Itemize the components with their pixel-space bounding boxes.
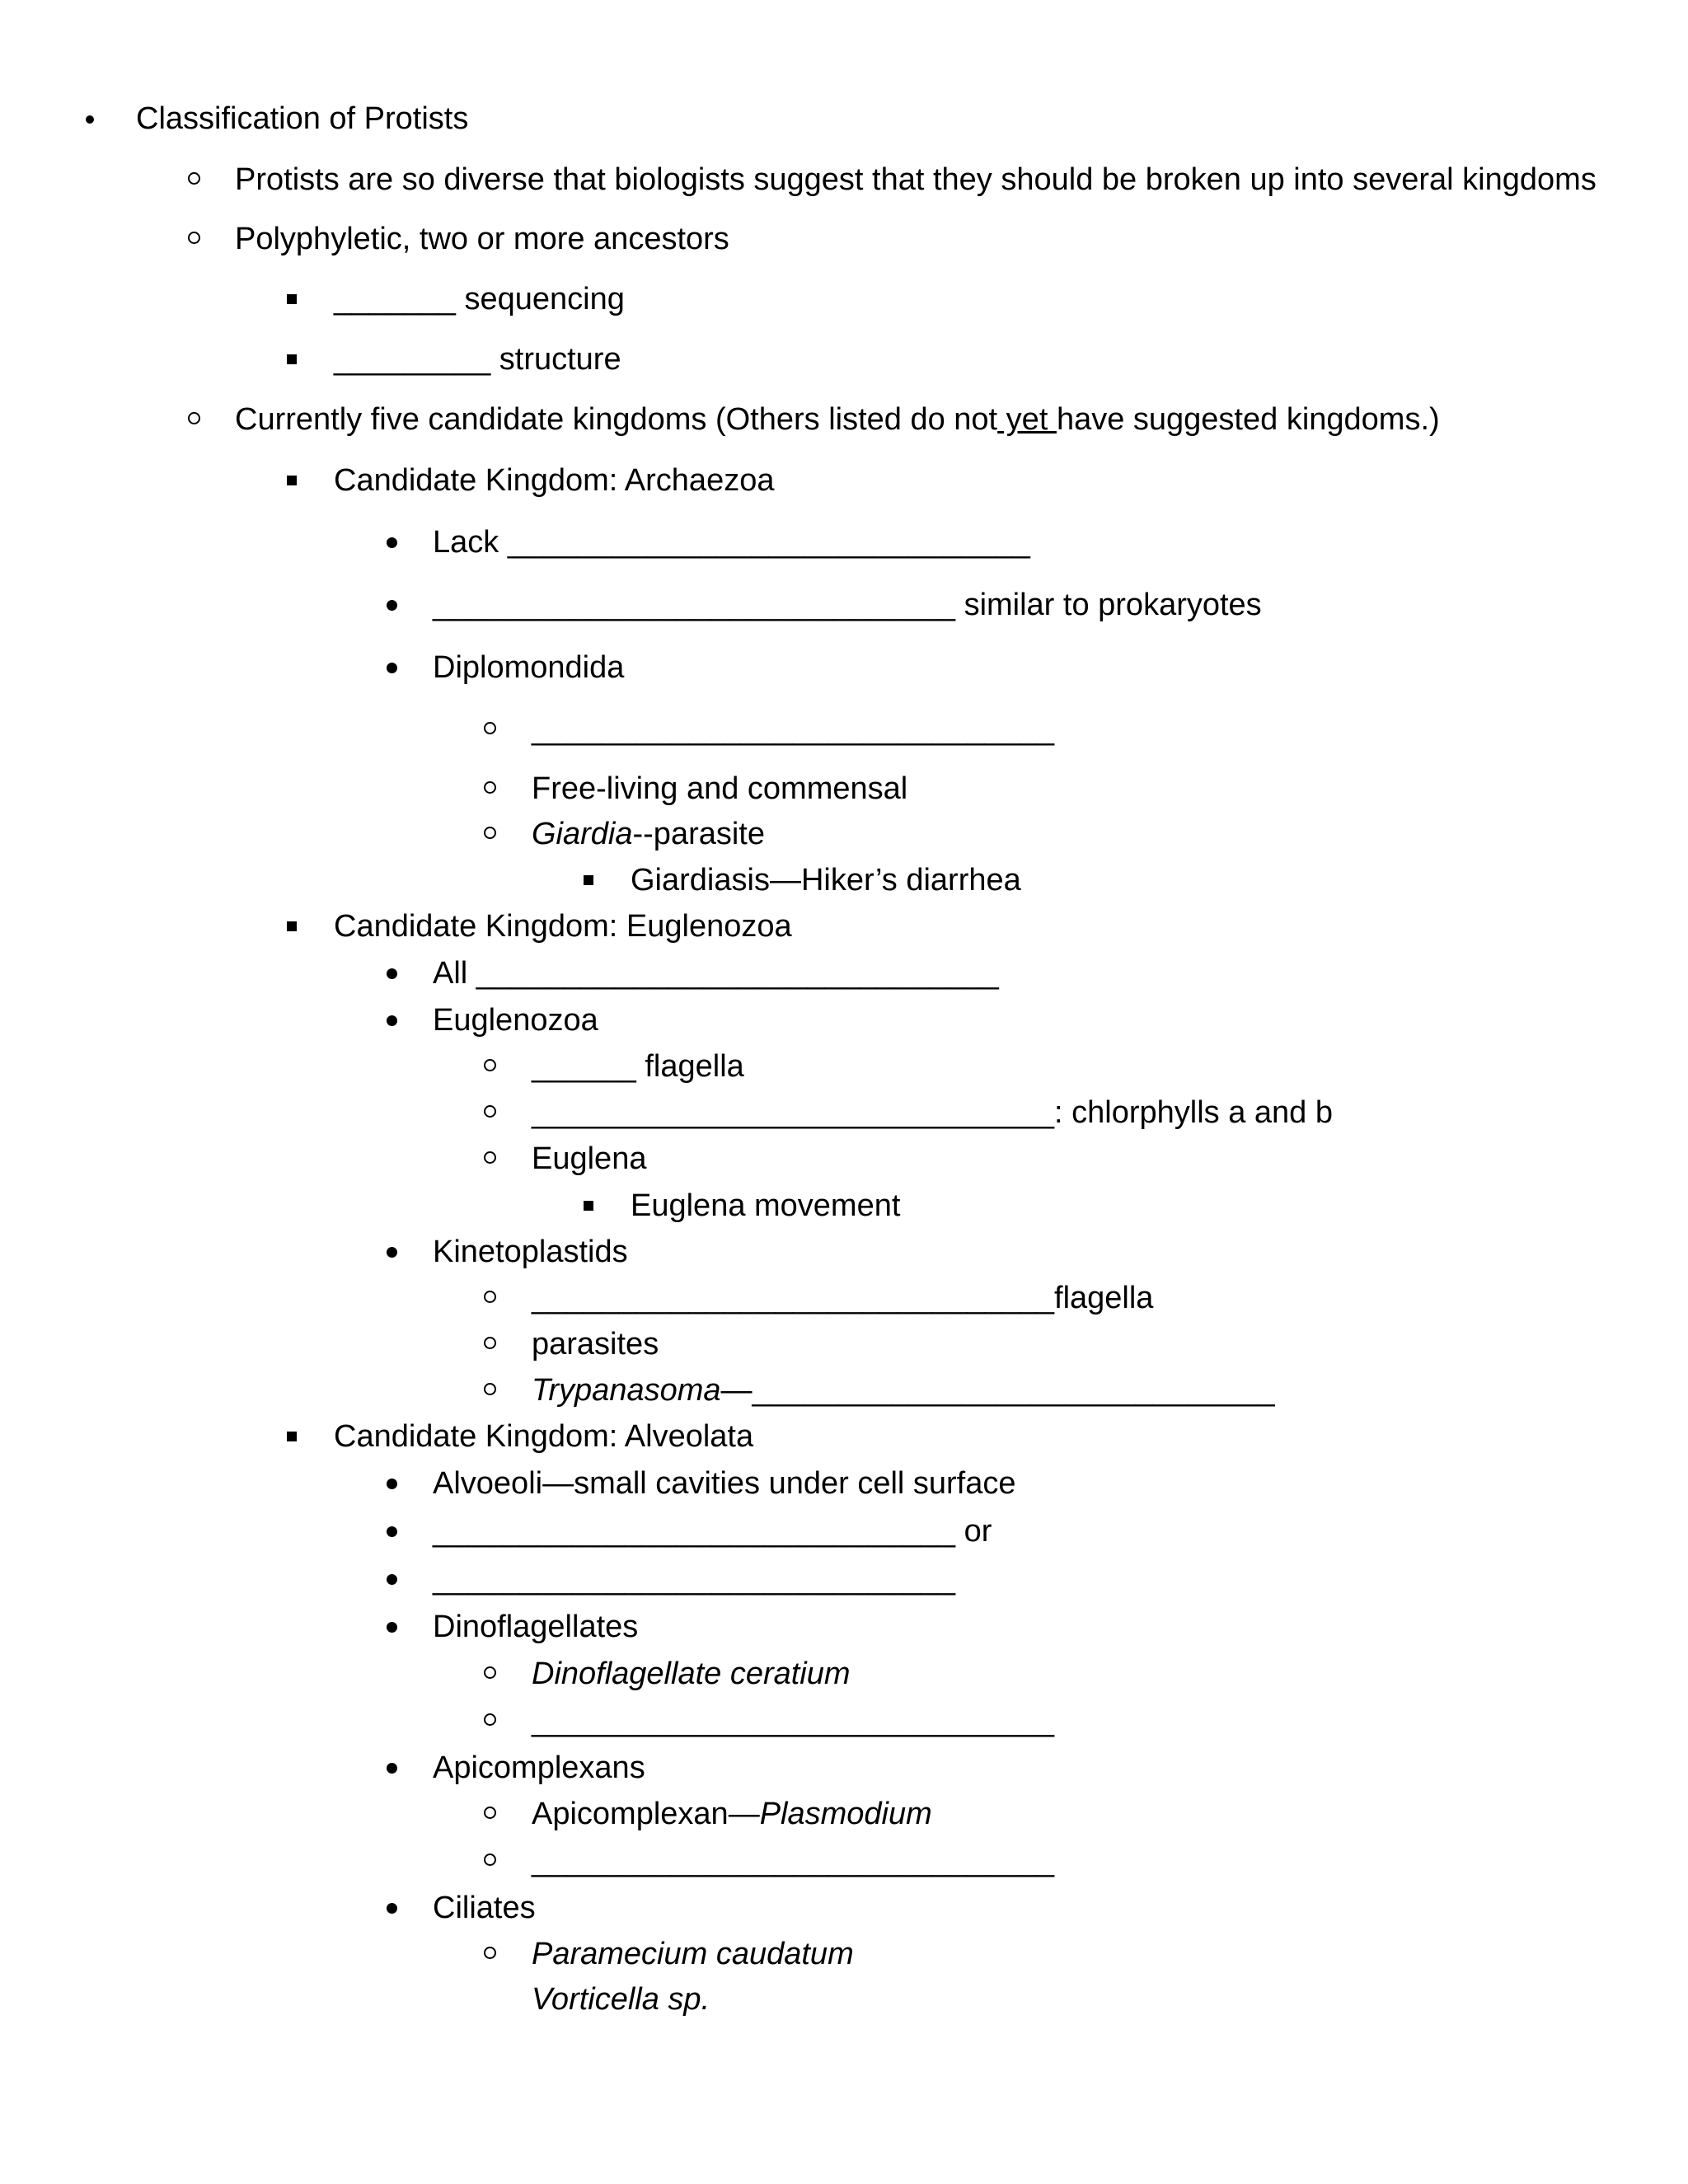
- dot-bullet: [387, 1247, 397, 1258]
- circle-bullet: [484, 1291, 496, 1303]
- kingdom-heading: Candidate Kingdom: Euglenozoa: [334, 909, 792, 944]
- circle-bullet: [188, 172, 200, 185]
- circle-bullet: [484, 1666, 496, 1679]
- square-bullet: [287, 1432, 297, 1441]
- item-text: Euglena: [532, 1141, 647, 1176]
- item-text: Dinoflagellates: [433, 1610, 639, 1644]
- fill-in-blank: ______ flagella: [532, 1049, 744, 1084]
- dot-bullet: [387, 537, 397, 548]
- dot-bullet: [387, 1574, 397, 1585]
- bullet-marker: [86, 115, 94, 124]
- item-text: Euglena movement: [631, 1188, 901, 1223]
- italic-term: Vorticella sp.: [532, 1982, 710, 2017]
- circle-bullet: [484, 1059, 496, 1071]
- fill-in-blank: _________ structure: [334, 342, 621, 377]
- item-text: parasites: [532, 1327, 659, 1361]
- square-bullet: [287, 354, 297, 364]
- dot-bullet: [387, 1763, 397, 1774]
- circle-bullet: [484, 1947, 496, 1959]
- item-text: Protists are so diverse that biologists suggest that they should be broken up into several kingdoms: [235, 162, 1597, 197]
- square-bullet: [584, 1201, 593, 1211]
- circle-bullet: [484, 1151, 496, 1164]
- item-text: [532, 811, 765, 857]
- circle-bullet: [484, 722, 496, 734]
- dot-bullet: [387, 1903, 397, 1914]
- fill-in-blank: ______________________________: [532, 1704, 1055, 1738]
- square-bullet: [584, 875, 593, 885]
- item-text: Euglenozoa: [433, 1003, 598, 1038]
- kingdom-heading: Candidate Kingdom: Archaezoa: [334, 463, 775, 498]
- text-part: Currently five candidate kingdoms (Others listed do not: [235, 402, 998, 437]
- item-text: Giardiasis—Hiker’s diarrhea: [631, 863, 1021, 898]
- fill-in-blank: All ______________________________: [433, 956, 999, 991]
- fill-in-blank: [532, 1367, 1275, 1413]
- fill-in-blank: ______________________________: [532, 712, 1055, 747]
- fill-in-blank: ______________________________ or: [433, 1514, 992, 1549]
- dot-bullet: [387, 1015, 397, 1026]
- dot-bullet: [387, 663, 397, 673]
- fill-in-blank: ______________________________: [433, 1562, 956, 1596]
- dot-bullet: [387, 1479, 397, 1489]
- dot-bullet: [387, 968, 397, 979]
- circle-bullet: [484, 1105, 496, 1118]
- item-text: [235, 396, 1440, 443]
- item-text: Polyphyletic, two or more ancestors: [235, 222, 729, 256]
- item-text: Diplomondida: [433, 650, 625, 685]
- italic-term: Dinoflagellate ceratium: [532, 1657, 851, 1691]
- text-part: —______________________________: [720, 1373, 1275, 1408]
- text-part: have suggested kingdoms.): [1056, 402, 1440, 437]
- circle-bullet: [188, 232, 200, 244]
- square-bullet: [287, 921, 297, 931]
- text-part: --parasite: [632, 817, 765, 851]
- fill-in-blank: _______ sequencing: [334, 282, 625, 316]
- square-bullet: [287, 294, 297, 304]
- italic-term: Plasmodium: [759, 1797, 932, 1831]
- item-text: Alvoeoli—small cavities under cell surface: [433, 1466, 1016, 1501]
- circle-bullet: [484, 1383, 496, 1395]
- fill-in-blank: Lack ______________________________: [433, 525, 1030, 560]
- text-part: Apicomplexan—: [532, 1797, 760, 1831]
- italic-term: Paramecium caudatum: [532, 1937, 854, 1971]
- circle-bullet: [484, 1337, 496, 1349]
- dot-bullet: [387, 1526, 397, 1537]
- item-text: Free-living and commensal: [532, 771, 908, 806]
- dot-bullet: [387, 1622, 397, 1633]
- circle-bullet: [484, 1854, 496, 1866]
- circle-bullet: [484, 1713, 496, 1726]
- item-text: [532, 1791, 932, 1837]
- circle-bullet: [484, 827, 496, 839]
- item-text: Kinetoplastids: [433, 1235, 628, 1269]
- italic-term: Trypanasoma: [532, 1373, 721, 1408]
- item-text: Apicomplexans: [433, 1750, 645, 1785]
- heading: Classification of Protists: [136, 101, 469, 136]
- fill-in-blank: ______________________________ similar to prokaryotes: [433, 588, 1262, 622]
- dot-bullet: [387, 600, 397, 611]
- underlined-word: yet: [997, 402, 1057, 437]
- italic-term: Giardia: [532, 817, 633, 851]
- item-text: Ciliates: [433, 1891, 536, 1925]
- circle-bullet: [188, 412, 200, 424]
- circle-bullet: [484, 781, 496, 794]
- fill-in-blank: ______________________________flagella: [532, 1281, 1154, 1315]
- kingdom-heading: Candidate Kingdom: Alveolata: [334, 1419, 754, 1454]
- square-bullet: [287, 476, 297, 485]
- fill-in-blank: ______________________________: chlorphylls a and b: [532, 1095, 1333, 1130]
- fill-in-blank: ______________________________: [532, 1844, 1055, 1878]
- circle-bullet: [484, 1807, 496, 1819]
